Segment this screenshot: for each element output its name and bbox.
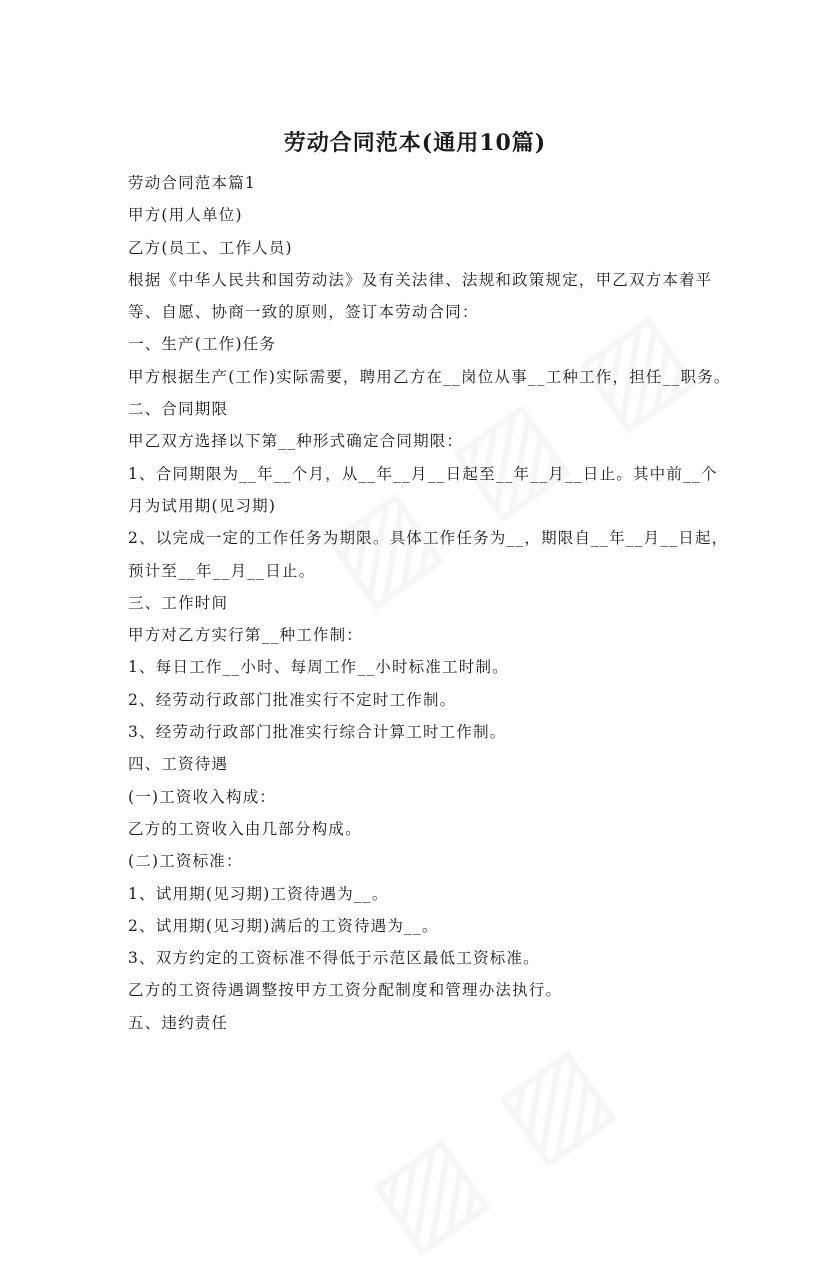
section-heading: 劳动合同范本篇1 <box>128 174 256 192</box>
paragraph: 2、试用期(见习期)满后的工资待遇为__。 <box>128 916 439 935</box>
document-body <box>128 167 731 1039</box>
paragraph: 等、自愿、协商一致的原则，签订本劳动合同： <box>128 303 479 322</box>
document-title: 劳动合同范本(通用10篇) <box>283 130 547 156</box>
paragraph: 2、以完成一定的工作任务为期限。具体工作任务为__，期限自__年__月__日起， <box>128 529 729 548</box>
paragraph: 3、经劳动行政部门批准实行综合计算工时工作制。 <box>128 723 507 742</box>
paragraph: 甲乙双方选择以下第__种形式确定合同期限： <box>128 432 464 451</box>
section-heading: 四、工资待遇 <box>128 755 229 774</box>
section-heading: 二、合同期限 <box>128 400 229 419</box>
paragraph: 预计至__年__月__日止。 <box>128 561 316 580</box>
paragraph: (一)工资收入构成： <box>128 787 277 806</box>
paragraph: 1、合同期限为__年__个月，从__年__月__日起至__年__月__日止。其中前__个 <box>128 464 718 483</box>
paragraph: 2、经劳动行政部门批准实行不定时工作制。 <box>128 690 457 709</box>
paragraph: 甲方对乙方实行第__种工作制： <box>128 626 364 645</box>
paragraph: 1、每日工作__小时、每周工作__小时标准工时制。 <box>128 658 509 677</box>
watermark <box>347 1016 637 1272</box>
section-heading: 三、工作时间 <box>128 593 229 612</box>
paragraph: 根据《中华人民共和国劳动法》及有关法律、法规和政策规定，甲乙双方本着平 <box>128 270 713 289</box>
paragraph: (二)工资标准： <box>128 852 243 871</box>
paragraph: 乙方(员工、工作人员) <box>128 238 293 257</box>
section-heading: 五、违约责任 <box>128 1013 229 1032</box>
section-heading: 一、生产(工作)任务 <box>128 335 277 354</box>
paragraph: 甲方(用人单位) <box>128 206 243 225</box>
paragraph: 甲方根据生产(工作)实际需要，聘用乙方在__岗位从事__工种工作，担任__职务。 <box>128 367 731 386</box>
paragraph: 月为试用期(见习期) <box>128 496 277 515</box>
paragraph: 3、双方约定的工资标准不得低于示范区最低工资标准。 <box>128 949 540 968</box>
paragraph: 1、试用期(见习期)工资待遇为__。 <box>128 884 389 903</box>
paragraph: 乙方的工资待遇调整按甲方工资分配制度和管理办法执行。 <box>128 981 563 1000</box>
paragraph: 乙方的工资收入由几部分构成。 <box>128 819 362 838</box>
